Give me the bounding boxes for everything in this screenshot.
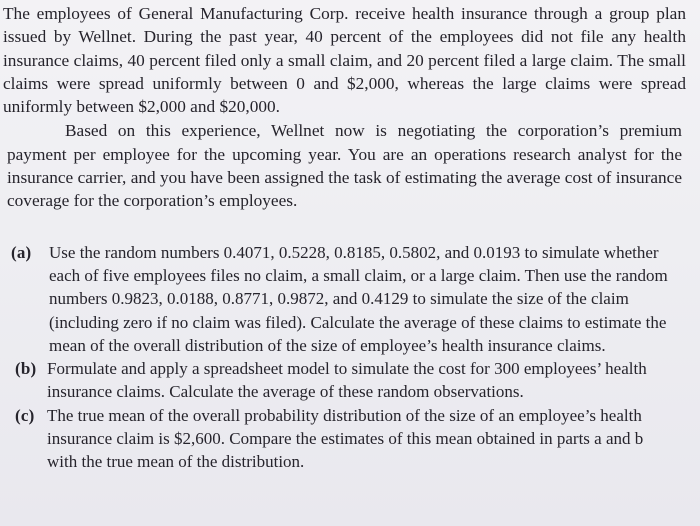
part-c <box>15 404 676 474</box>
part-b-text: Formulate and apply a spreadsheet model to simulate the cost for 300 employees’ health insurance claims. Calculate the average of these random observations. <box>47 359 647 402</box>
part-c-text: The true mean of the overall probability distribution of the size of an employee’s health insurance claim is $2,600. Compare the estimates of this mean obtained in parts a and b with the true mean of the distribution. <box>47 405 644 472</box>
problem-parts <box>3 241 686 474</box>
part-c-label: (c) <box>15 405 35 425</box>
problem-intro <box>3 2 686 213</box>
intro-paragraph-1: The employees of General Manufacturing Corp. receive health insurance through a group plan issued by Wellnet. During the past year, 40 percent of the employees did not file any health insurance claims, 40 percent filed only a small claim, and 20 percent filed a large claim. The small claims were spread uniformly between 0 and $2,000, whereas the large claims were spread uniformly between $2,000 and $20,000. <box>3 4 686 117</box>
part-a <box>11 241 676 357</box>
part-b-label: (b) <box>15 359 37 379</box>
intro-paragraph-2: Based on this experience, Wellnet now is negotiating the corporation’s premium payment per employee for the upcoming year. You are an operations research analyst for the insurance carrier, and you have been assigned the task of estimating the average cost of insurance coverage for the corporation’s employees. <box>7 121 682 211</box>
part-a-text: Use the random numbers 0.4071, 0.5228, 0.8185, 0.5802, and 0.0193 to simulate whether each of five employees files no claim, a small claim, or a large claim. Then use the random numbers 0.9823, 0.0188, 0.8771, 0.9872, and 0.4129 to simulate the size of the claim (including zero if no claim was filed). Calculate the average of these claims to estimate the mean of the overall distribution of the size of employee’s health insurance claims. <box>49 242 668 355</box>
part-a-label: (a) <box>11 242 32 262</box>
part-b <box>15 357 676 404</box>
